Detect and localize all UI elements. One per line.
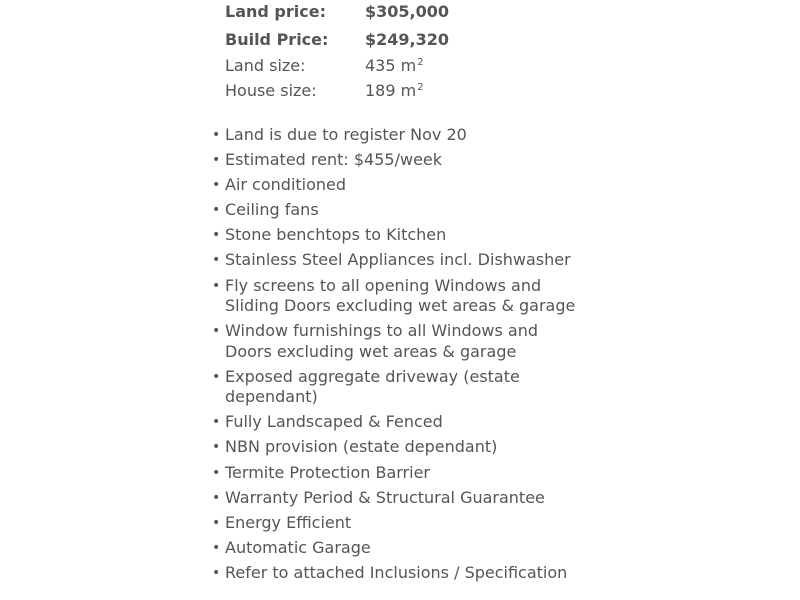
bullet-icon: • xyxy=(212,464,221,481)
bullet-icon: • xyxy=(212,323,221,340)
feature-text: Fly screens to all opening Windows and Sliding Doors excluding wet areas & garage xyxy=(225,275,576,316)
list-item xyxy=(212,250,585,271)
house-size-unit-sup: 2 xyxy=(417,82,424,93)
list-item xyxy=(212,125,585,146)
list-item xyxy=(212,512,585,534)
feature-text: Energy Efficient xyxy=(225,512,352,532)
bullet-icon: • xyxy=(212,177,221,194)
bullet-icon: • xyxy=(212,439,221,456)
list-item xyxy=(212,462,585,484)
bullet-icon: • xyxy=(212,152,221,169)
bullet-icon: • xyxy=(212,564,221,581)
bullet-icon: • xyxy=(212,489,221,506)
feature-text: Estimated rent: $455/week xyxy=(225,150,443,170)
list-item xyxy=(212,562,585,584)
build-price-label: Build Price: xyxy=(225,30,329,49)
list-item xyxy=(212,412,585,433)
bullet-icon: • xyxy=(212,202,221,219)
land-size-unit-sup: 2 xyxy=(417,57,424,68)
list-item xyxy=(212,437,585,458)
feature-text: Ceiling fans xyxy=(225,200,319,220)
list-item xyxy=(212,487,585,509)
land-size-label: Land size: xyxy=(225,56,306,75)
feature-text: Exposed aggregate driveway (estate dependant) xyxy=(225,366,520,407)
bullet-icon: • xyxy=(212,514,221,531)
house-size-number: 189 m xyxy=(365,81,417,100)
feature-text: Warranty Period & Structural Guarantee xyxy=(225,487,545,507)
house-size-label: House size: xyxy=(225,81,317,100)
features-list xyxy=(212,125,585,588)
land-price-value: $305,000 xyxy=(365,2,450,21)
feature-text: Stainless Steel Appliances incl. Dishwasher xyxy=(225,250,571,270)
list-item xyxy=(212,275,585,317)
feature-text: Fully Landscaped & Fenced xyxy=(225,412,443,432)
feature-text: NBN provision (estate dependant) xyxy=(225,437,498,457)
list-item xyxy=(212,225,585,246)
list-item xyxy=(212,200,585,221)
land-size-value xyxy=(365,56,424,75)
bullet-icon: • xyxy=(212,539,221,556)
bullet-icon: • xyxy=(212,368,221,385)
list-item xyxy=(212,366,585,408)
feature-text: Air conditioned xyxy=(225,175,347,195)
list-item xyxy=(212,321,585,362)
list-item xyxy=(212,150,585,171)
bullet-icon: • xyxy=(212,414,221,431)
build-price-value: $249,320 xyxy=(365,30,450,49)
bullet-icon: • xyxy=(212,277,221,294)
land-price-label: Land price: xyxy=(225,2,326,21)
feature-text: Land is due to register Nov 20 xyxy=(225,125,467,144)
feature-text: Automatic Garage xyxy=(225,537,371,557)
list-item xyxy=(212,537,585,559)
bullet-icon: • xyxy=(212,227,221,244)
feature-text: Refer to attached Inclusions / Specification xyxy=(225,562,568,582)
list-item xyxy=(212,175,585,196)
house-size-value xyxy=(365,81,424,100)
feature-text: Termite Protection Barrier xyxy=(225,462,430,482)
bullet-icon: • xyxy=(212,127,221,143)
bullet-icon: • xyxy=(212,252,221,269)
land-size-number: 435 m xyxy=(365,56,417,75)
feature-text: Stone benchtops to Kitchen xyxy=(225,225,447,245)
feature-text: Window furnishings to all Windows and Doors excluding wet areas & garage xyxy=(225,321,539,361)
